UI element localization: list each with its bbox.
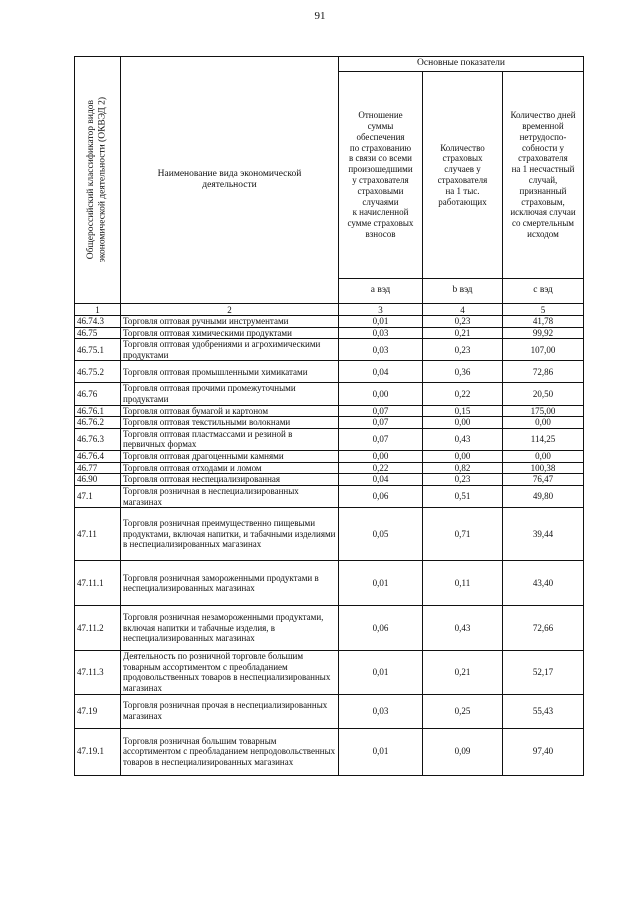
- indicator-b-cell: 0,23: [423, 316, 503, 328]
- indicator-a-cell: 0,01: [339, 561, 423, 606]
- header-activity-name: Наименование вида экономической деятельности: [121, 57, 339, 304]
- indicator-a-cell: 0,05: [339, 508, 423, 561]
- header-okved-label: Общероссийский классификатор видов экономической деятельности (ОКВЭД 2): [86, 97, 108, 263]
- activity-name-cell: Торговля розничная замороженными продуктами в неспециализированных магазинах: [121, 561, 339, 606]
- indicator-b-cell: 0,82: [423, 462, 503, 474]
- indicator-c-cell: 76,47: [503, 474, 584, 486]
- table-row: [75, 383, 584, 405]
- table-row: [75, 405, 584, 417]
- activity-name-cell: Торговля оптовая прочими промежуточными продуктами: [121, 383, 339, 405]
- indicator-c-cell: 100,38: [503, 462, 584, 474]
- indicator-a-cell: 0,06: [339, 606, 423, 651]
- indicator-b-cell: 0,51: [423, 485, 503, 507]
- activity-name-cell: Торговля оптовая неспециализированная: [121, 474, 339, 486]
- table-row: [75, 485, 584, 507]
- okved-code-cell: 47.19.1: [75, 728, 121, 775]
- okved-code-cell: 46.76.1: [75, 405, 121, 417]
- header-col-a: Отношение суммы обеспечения по страхованию в связи со всеми произошедшими у страхователя страховыми случаями к начисленной сумме страховых взносов: [339, 72, 423, 279]
- column-number: 2: [121, 304, 339, 316]
- okved-code-cell: 47.11.3: [75, 651, 121, 694]
- table-row: [75, 462, 584, 474]
- okved-code-cell: 47.11.2: [75, 606, 121, 651]
- okved-code-cell: 46.76: [75, 383, 121, 405]
- indicator-a-cell: 0,01: [339, 316, 423, 328]
- table-row: [75, 316, 584, 328]
- activity-name-cell: Торговля розничная большим товарным ассортиментом с преобладанием непродовольственных товаров в неспециализированных магазинах: [121, 728, 339, 775]
- okved-code-cell: 46.75.1: [75, 339, 121, 361]
- indicator-c-cell: 72,86: [503, 361, 584, 383]
- indicator-a-cell: 0,04: [339, 361, 423, 383]
- indicator-b-cell: 0,11: [423, 561, 503, 606]
- okved-code-cell: 46.76.3: [75, 428, 121, 450]
- indicator-b-cell: 0,21: [423, 651, 503, 694]
- column-number: 3: [339, 304, 423, 316]
- header-symbol-a: a вэд: [339, 279, 423, 304]
- activity-name-cell: Торговля оптовая отходами и ломом: [121, 462, 339, 474]
- indicator-c-cell: 114,25: [503, 428, 584, 450]
- table-row: [75, 417, 584, 429]
- indicator-c-cell: 175,00: [503, 405, 584, 417]
- indicator-b-cell: 0,43: [423, 428, 503, 450]
- activity-name-cell: Торговля розничная незамороженными продуктами, включая напитки и табачные изделия, в неспециализированных магазинах: [121, 606, 339, 651]
- table-row: [75, 606, 584, 651]
- indicator-a-cell: 0,06: [339, 485, 423, 507]
- indicator-c-cell: 41,78: [503, 316, 584, 328]
- table-row: [75, 327, 584, 339]
- okved-code-cell: 47.11: [75, 508, 121, 561]
- table-row: [75, 428, 584, 450]
- indicator-a-cell: 0,04: [339, 474, 423, 486]
- indicator-a-cell: 0,07: [339, 405, 423, 417]
- okved-code-cell: 47.1: [75, 485, 121, 507]
- indicator-b-cell: 0,00: [423, 417, 503, 429]
- activity-name-cell: Торговля розничная прочая в неспециализированных магазинах: [121, 694, 339, 728]
- activity-name-cell: Торговля оптовая бумагой и картоном: [121, 405, 339, 417]
- column-number: 1: [75, 304, 121, 316]
- indicator-b-cell: 0,71: [423, 508, 503, 561]
- indicator-c-cell: 43,40: [503, 561, 584, 606]
- header-symbol-c: c вэд: [503, 279, 584, 304]
- activity-name-cell: Торговля оптовая химическими продуктами: [121, 327, 339, 339]
- header-okved: [75, 57, 121, 304]
- indicator-a-cell: 0,07: [339, 417, 423, 429]
- indicator-a-cell: 0,01: [339, 651, 423, 694]
- okved-code-cell: 47.19: [75, 694, 121, 728]
- header-main-indicators: Основные показатели: [339, 57, 584, 72]
- indicator-c-cell: 55,43: [503, 694, 584, 728]
- indicator-b-cell: 0,00: [423, 451, 503, 463]
- indicator-c-cell: 107,00: [503, 339, 584, 361]
- indicator-a-cell: 0,01: [339, 728, 423, 775]
- activity-name-cell: Торговля оптовая ручными инструментами: [121, 316, 339, 328]
- indicator-a-cell: 0,03: [339, 339, 423, 361]
- indicator-b-cell: 0,43: [423, 606, 503, 651]
- activity-name-cell: Торговля оптовая удобрениями и агрохимическими продуктами: [121, 339, 339, 361]
- okved-code-cell: 46.74.3: [75, 316, 121, 328]
- indicator-c-cell: 97,40: [503, 728, 584, 775]
- okved-code-cell: 46.90: [75, 474, 121, 486]
- activity-name-cell: Торговля розничная преимущественно пищевыми продуктами, включая напитки, и табачными изделиями в неспециализированных магазинах: [121, 508, 339, 561]
- indicator-c-cell: 39,44: [503, 508, 584, 561]
- column-numbers-row: [75, 304, 584, 316]
- activity-name-cell: Деятельность по розничной торговле большим товарным ассортиментом с преобладанием продовольственных товаров в неспециализированных магазинах: [121, 651, 339, 694]
- indicator-b-cell: 0,36: [423, 361, 503, 383]
- indicator-a-cell: 0,07: [339, 428, 423, 450]
- indicator-c-cell: 49,80: [503, 485, 584, 507]
- table-row: [75, 339, 584, 361]
- indicators-table: [74, 56, 584, 776]
- table-row: [75, 474, 584, 486]
- indicator-c-cell: 20,50: [503, 383, 584, 405]
- activity-name-cell: Торговля оптовая пластмассами и резиной в первичных формах: [121, 428, 339, 450]
- indicator-b-cell: 0,22: [423, 383, 503, 405]
- indicator-b-cell: 0,23: [423, 474, 503, 486]
- column-number: 4: [423, 304, 503, 316]
- activity-name-cell: Торговля оптовая драгоценными камнями: [121, 451, 339, 463]
- table-body: [75, 316, 584, 776]
- indicator-a-cell: 0,00: [339, 451, 423, 463]
- table-row: [75, 561, 584, 606]
- table-row: [75, 694, 584, 728]
- okved-code-cell: 46.76.2: [75, 417, 121, 429]
- header-col-c: Количество дней временной нетрудоспо- собности у страхователя на 1 несчастный случай, признанный страховым, исключая случаи со смертельным исходом: [503, 72, 584, 279]
- indicator-b-cell: 0,23: [423, 339, 503, 361]
- indicator-b-cell: 0,21: [423, 327, 503, 339]
- header-col-b: Количество страховых случаев у страхователя на 1 тыс. работающих: [423, 72, 503, 279]
- okved-code-cell: 46.77: [75, 462, 121, 474]
- table-row: [75, 451, 584, 463]
- indicator-c-cell: 52,17: [503, 651, 584, 694]
- table-row: [75, 508, 584, 561]
- page-number: 91: [314, 10, 326, 22]
- column-number: 5: [503, 304, 584, 316]
- indicator-b-cell: 0,15: [423, 405, 503, 417]
- indicator-c-cell: 99,92: [503, 327, 584, 339]
- okved-code-cell: 46.76.4: [75, 451, 121, 463]
- indicator-a-cell: 0,00: [339, 383, 423, 405]
- okved-code-cell: 46.75: [75, 327, 121, 339]
- indicator-c-cell: 72,66: [503, 606, 584, 651]
- indicator-a-cell: 0,22: [339, 462, 423, 474]
- activity-name-cell: Торговля розничная в неспециализированных магазинах: [121, 485, 339, 507]
- table-row: [75, 361, 584, 383]
- indicator-b-cell: 0,09: [423, 728, 503, 775]
- indicator-a-cell: 0,03: [339, 694, 423, 728]
- indicator-c-cell: 0,00: [503, 451, 584, 463]
- activity-name-cell: Торговля оптовая текстильными волокнами: [121, 417, 339, 429]
- indicator-a-cell: 0,03: [339, 327, 423, 339]
- okved-code-cell: 46.75.2: [75, 361, 121, 383]
- indicator-b-cell: 0,25: [423, 694, 503, 728]
- okved-code-cell: 47.11.1: [75, 561, 121, 606]
- table-row: [75, 728, 584, 775]
- table-row: [75, 651, 584, 694]
- indicator-c-cell: 0,00: [503, 417, 584, 429]
- activity-name-cell: Торговля оптовая промышленными химикатами: [121, 361, 339, 383]
- header-symbol-b: b вэд: [423, 279, 503, 304]
